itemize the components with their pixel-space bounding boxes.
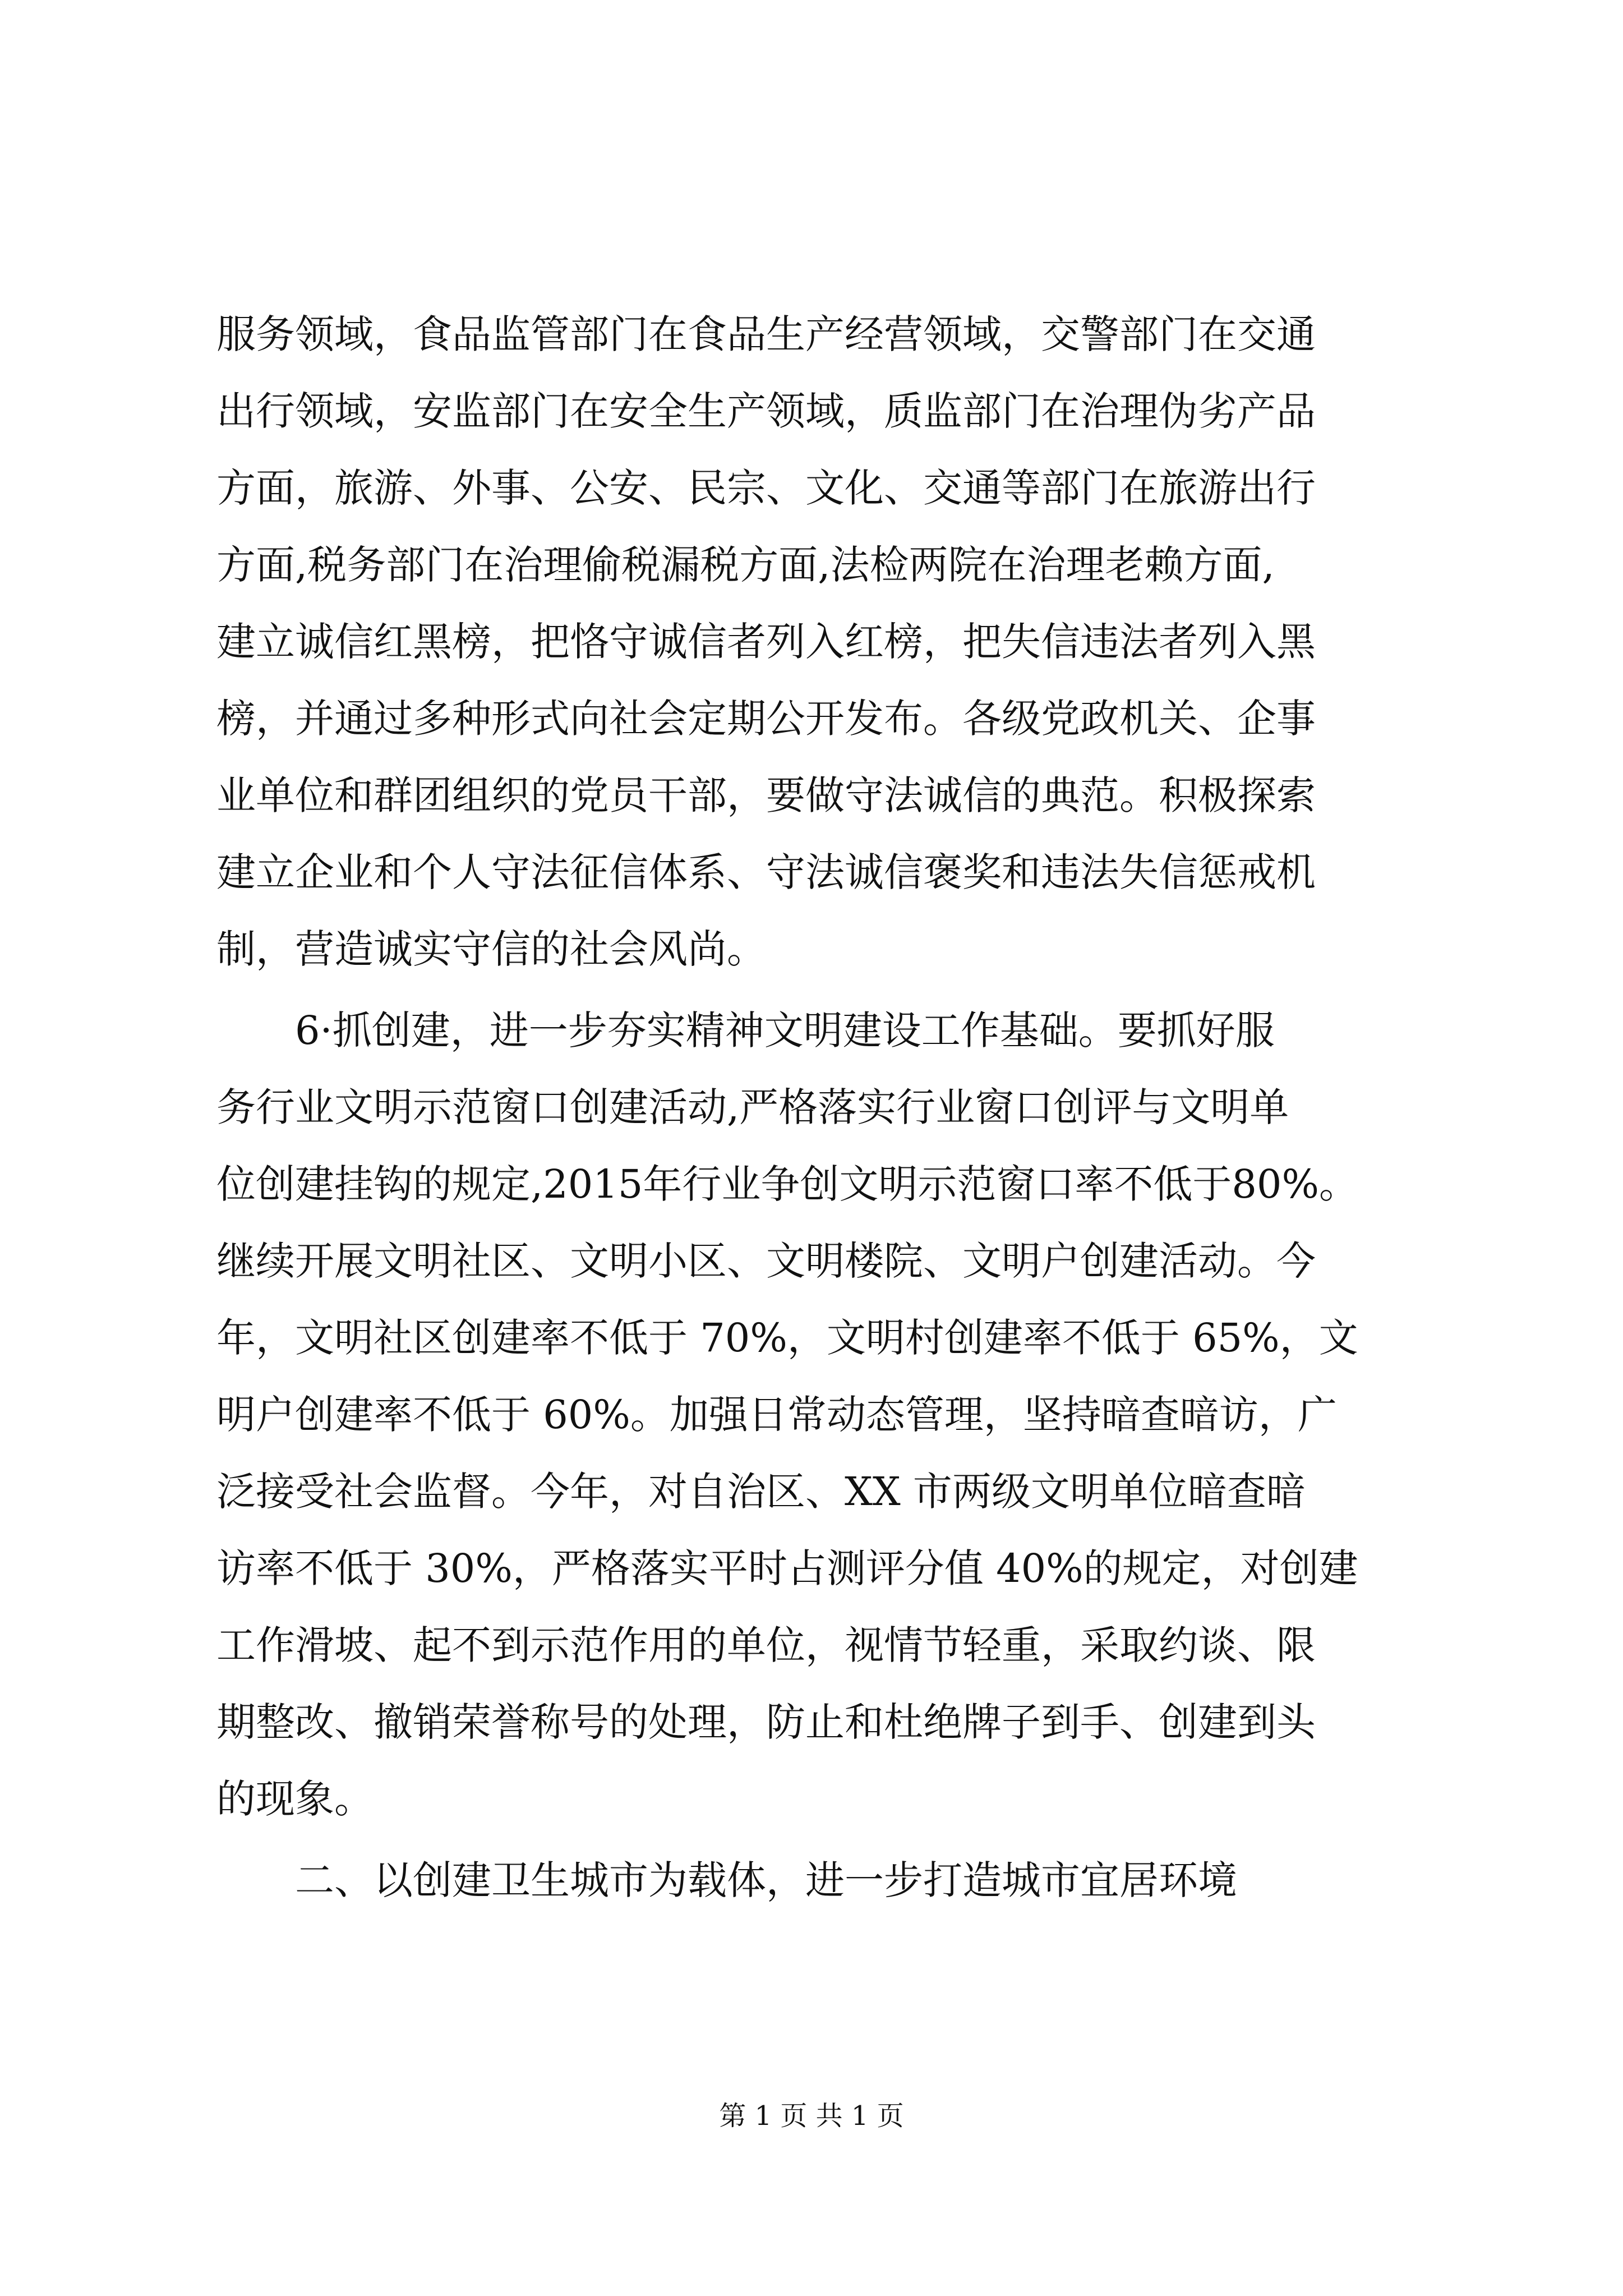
- text-line: [0, 1076, 1623, 1138]
- line-text: 6·抓创建，进一步夯实精神文明建设工作基础。要抓好服: [295, 1007, 1275, 1053]
- text-line: [0, 1307, 1623, 1369]
- text-line: [0, 380, 1623, 442]
- text-line: [0, 765, 1623, 826]
- line-text: 建立诚信红黑榜，把恪守诚信者列入红榜，把失信违法者列入黑: [216, 619, 1316, 665]
- text-line: [0, 534, 1623, 596]
- page-number-label: 第 1 页 共 1 页: [719, 2100, 904, 2132]
- line-text: 位创建挂钩的规定,2015年行业争创文明示范窗口率不低于80%。: [216, 1161, 1358, 1207]
- line-text: 出行领域，安监部门在安全生产领域，质监部门在治理伪劣产品: [216, 388, 1316, 434]
- text-line: [0, 611, 1623, 673]
- text-line: [0, 1614, 1623, 1676]
- text-line: [0, 688, 1623, 749]
- line-text: 方面，旅游、外事、公安、民宗、文化、交通等部门在旅游出行: [216, 465, 1316, 511]
- section-heading-text: 二、以创建卫生城市为载体，进一步打造城市宜居环境: [295, 1857, 1237, 1903]
- text-line: [0, 457, 1623, 519]
- line-text: 访率不低于 30%，严格落实平时占测评分值 40%的规定，对创建: [216, 1545, 1358, 1591]
- text-line: [0, 841, 1623, 903]
- line-text: 期整改、撤销荣誉称号的处理，防止和杜绝牌子到手、创建到头: [216, 1699, 1316, 1745]
- text-line: [0, 1691, 1623, 1753]
- line-text: 业单位和群团组织的党员干部，要做守法诚信的典范。积极探索: [216, 772, 1316, 818]
- line-text: 务行业文明示范窗口创建活动,严格落实行业窗口创评与文明单: [216, 1084, 1289, 1130]
- text-line: [0, 918, 1623, 980]
- text-line: [0, 1384, 1623, 1446]
- text-line: [0, 1153, 1623, 1215]
- text-line: [0, 1461, 1623, 1522]
- page-footer: [0, 2099, 1623, 2133]
- line-text: 继续开展文明社区、文明小区、文明楼院、文明户创建活动。今: [216, 1238, 1316, 1284]
- text-line: [0, 1538, 1623, 1599]
- line-text: 泛接受社会监督。今年，对自治区、XX 市两级文明单位暗查暗: [216, 1469, 1306, 1515]
- text-line: [0, 1000, 1623, 1061]
- line-text: 年，文明社区创建率不低于 70%，文明村创建率不低于 65%，文: [216, 1315, 1358, 1361]
- line-text: 建立企业和个人守法征信体系、守法诚信褒奖和违法失信惩戒机: [216, 849, 1316, 895]
- section-heading: [0, 1849, 1623, 1911]
- line-text: 的现象。: [216, 1776, 374, 1822]
- line-text: 工作滑坡、起不到示范作用的单位，视情节轻重，采取约谈、限: [216, 1622, 1316, 1668]
- text-line: [0, 1230, 1623, 1292]
- line-text: 服务领域，食品监管部门在食品生产经营领域，交警部门在交通: [216, 311, 1316, 357]
- text-line: [0, 303, 1623, 365]
- line-text: 榜，并通过多种形式向社会定期公开发布。各级党政机关、企事: [216, 696, 1316, 742]
- line-text: 明户创建率不低于 60%。加强日常动态管理，坚持暗查暗访，广: [216, 1392, 1337, 1438]
- line-text: 方面,税务部门在治理偷税漏税方面,法检两院在治理老赖方面,: [216, 542, 1275, 588]
- text-line: [0, 1768, 1623, 1830]
- line-text: 制，营造诚实守信的社会风尚。: [216, 926, 766, 972]
